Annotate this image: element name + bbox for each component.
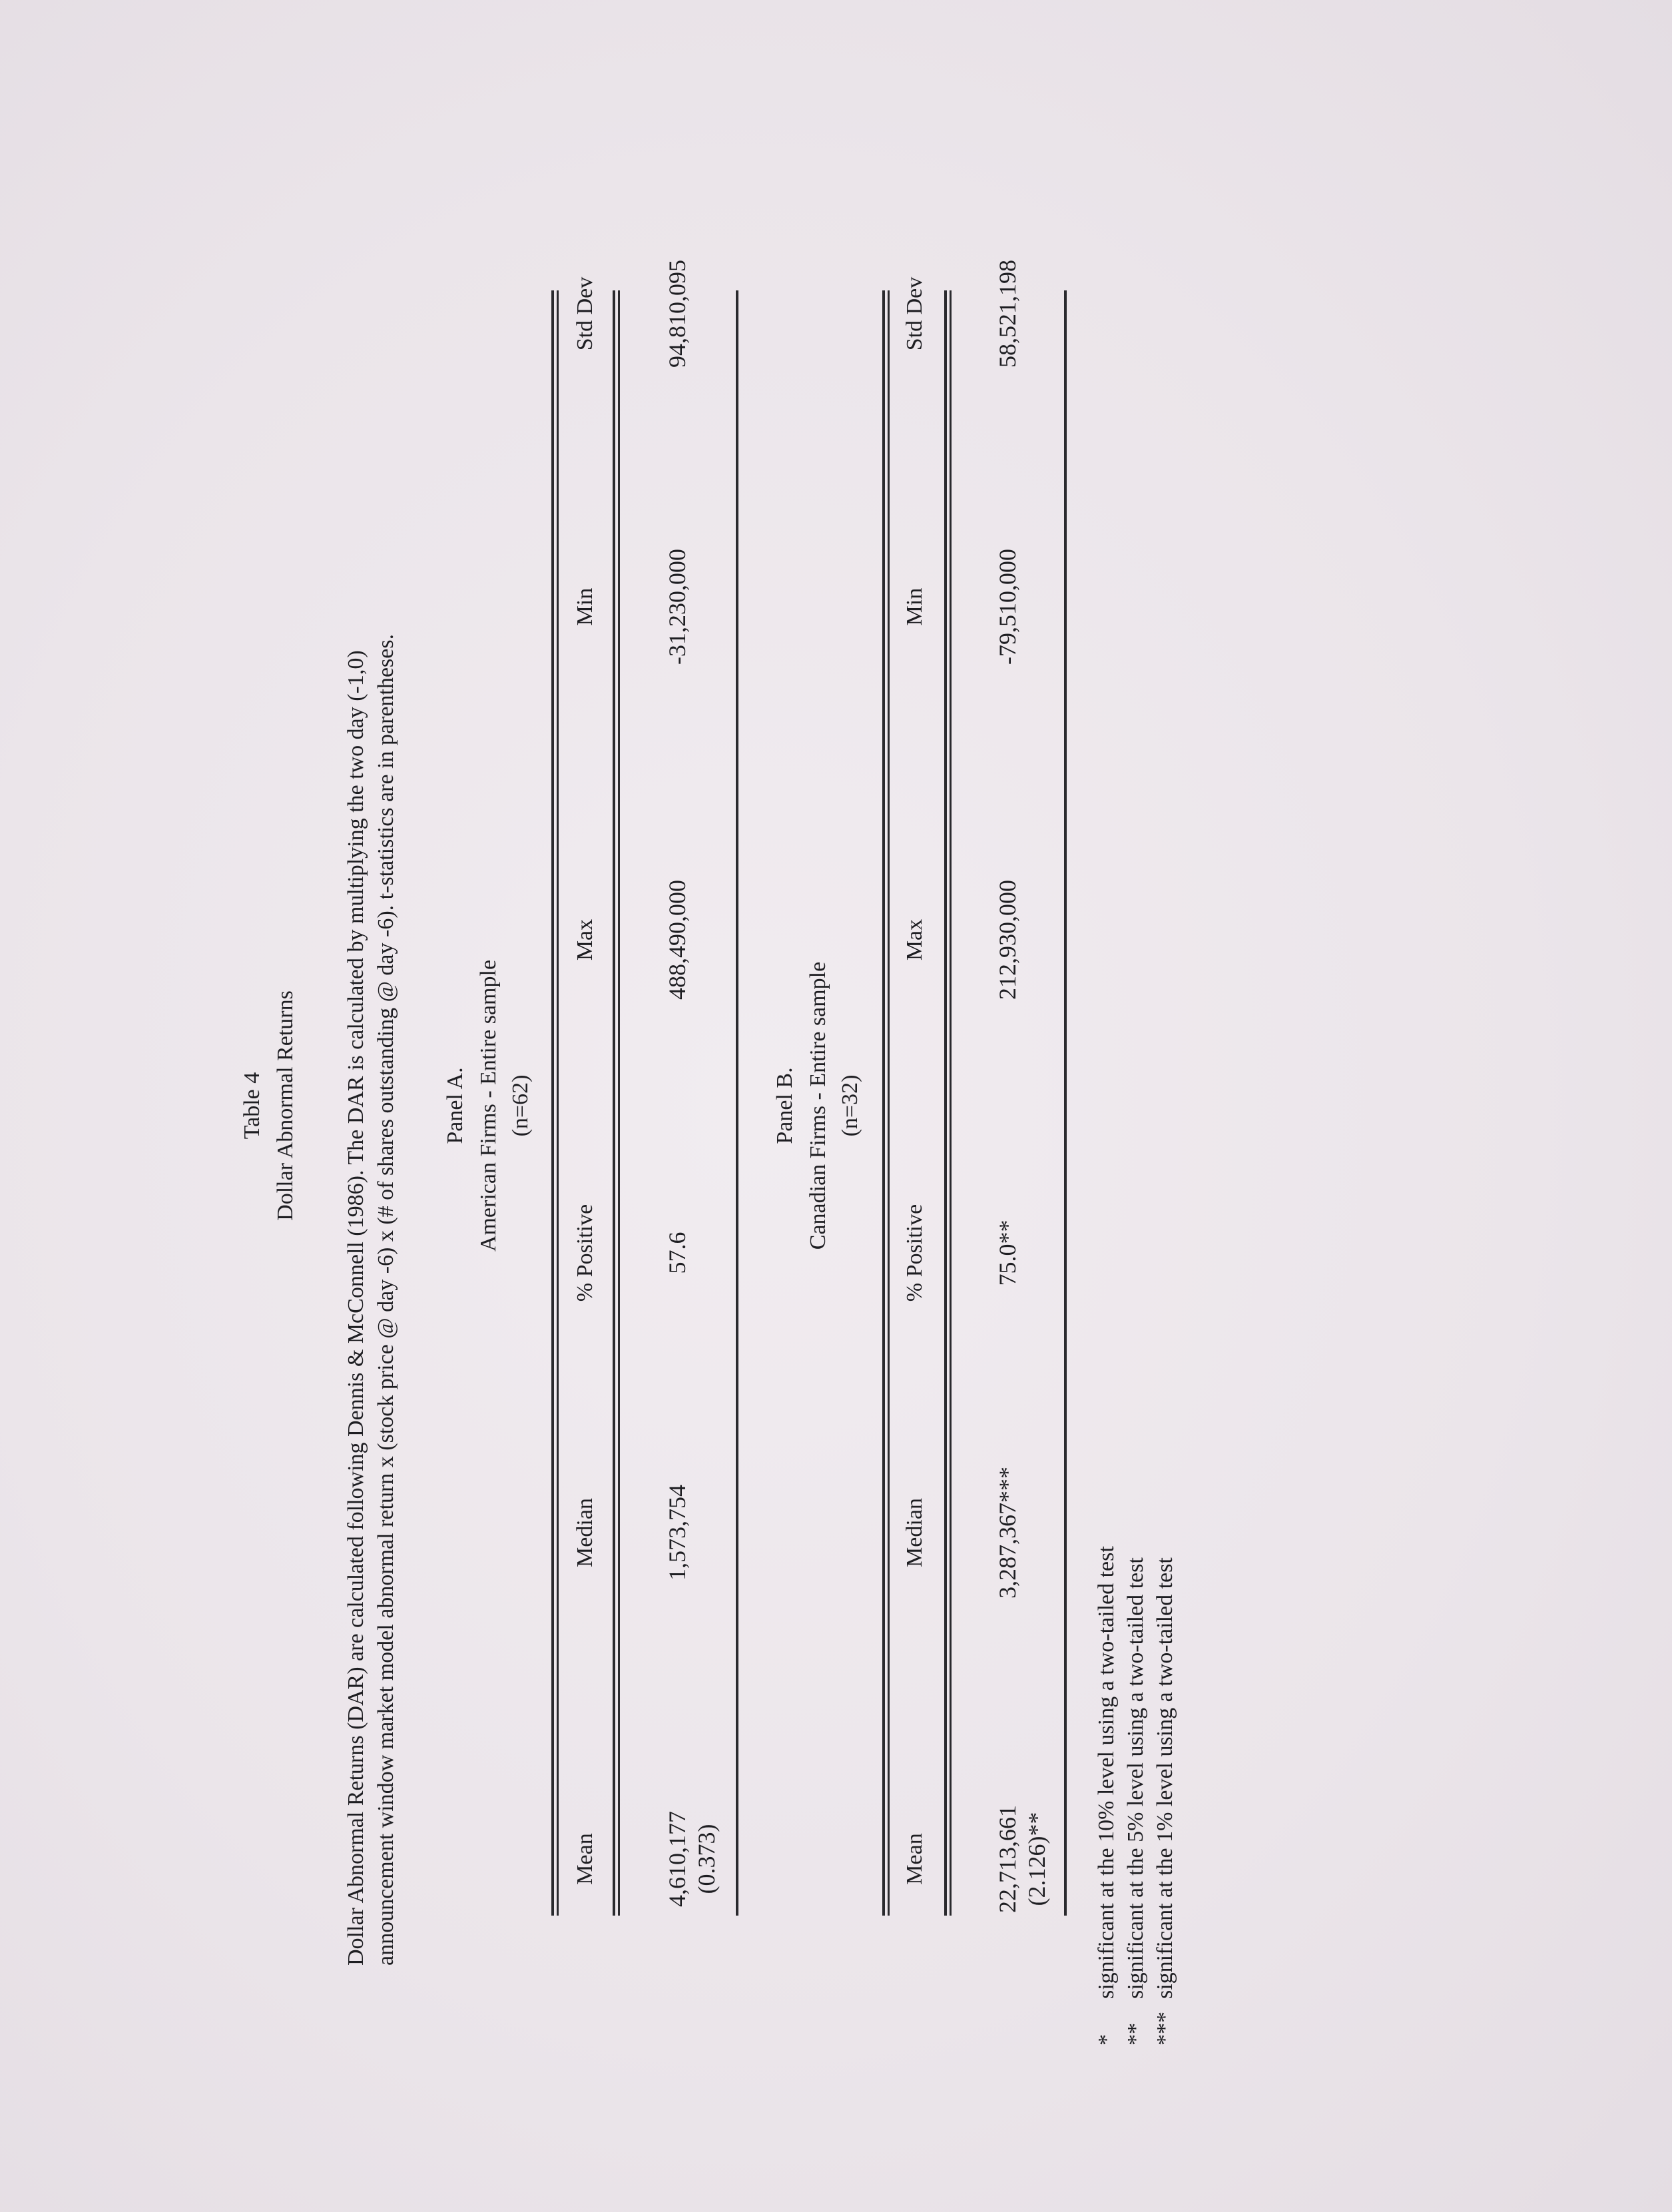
note-5pct — [1121, 1546, 1151, 2045]
panel-b-mean: 22,713,661 — [994, 1805, 1021, 1913]
panel-b-header-rule-2 — [950, 290, 952, 1916]
caption-line-1: Dollar Abnormal Returns (DAR) are calculated following Dennis & McConnell (1986). The DAR is calculated by multiplying the two day (-1,0) — [344, 650, 368, 1966]
panel-a-header-min: Min — [573, 587, 597, 626]
panel-b-header-max: Max — [902, 919, 927, 961]
note-symbol: *** — [1153, 2012, 1177, 2045]
panel-b-n: (n=32) — [838, 1074, 862, 1137]
panel-b-header-rule — [944, 290, 947, 1916]
note-symbol: * — [1094, 2034, 1119, 2045]
panel-a-header-rule — [613, 290, 615, 1916]
panel-b-mean-t: (2.126)** — [1023, 1812, 1050, 1906]
panel-a-header-median: Median — [573, 1498, 597, 1567]
table-title: Dollar Abnormal Returns — [273, 990, 298, 1221]
caption-line-2: announcement window market model abnormal return x (stock price @ day -6) x (# of shares outstanding @ day -6). t-statistics are in parentheses. — [374, 633, 398, 1966]
panel-a-header-std-dev: Std Dev — [573, 276, 597, 351]
panel-a-label: Panel A. — [443, 1067, 467, 1144]
panel-b-min: -79,510,000 — [994, 549, 1021, 665]
note-1pct — [1151, 1546, 1180, 2045]
panel-a-std-dev: 94,810,095 — [664, 260, 691, 368]
panel-a-header-pct-positive: % Positive — [573, 1204, 597, 1302]
panel-a-header-rule-2 — [618, 290, 620, 1916]
panel-a-pct-positive: 57.6 — [664, 1232, 691, 1274]
panel-a-max: 488,490,000 — [664, 880, 691, 1000]
panel-a-header-max: Max — [573, 919, 597, 961]
significance-notes — [1092, 1546, 1180, 2045]
note-text: significant at the 1% level using a two-tailed test — [1153, 1557, 1177, 1999]
panel-a-header-mean: Mean — [573, 1833, 597, 1885]
panel-a-bottom-rule — [736, 290, 738, 1916]
note-text: significant at the 10% level using a two-tailed test — [1094, 1546, 1119, 1999]
panel-b-bottom-rule — [1064, 290, 1067, 1916]
panel-b-header-pct-positive: % Positive — [902, 1204, 927, 1302]
panel-a-mean-t: (0.373) — [693, 1824, 720, 1894]
panel-a-median: 1,573,754 — [664, 1485, 691, 1581]
panel-b-max: 212,930,000 — [994, 880, 1021, 1000]
panel-b-top-rule-2 — [888, 290, 890, 1916]
note-text: significant at the 5% level using a two-tailed test — [1123, 1557, 1148, 1999]
panel-b-header-median: Median — [902, 1498, 927, 1567]
panel-a-top-rule-2 — [557, 290, 559, 1916]
panel-a-top-rule — [551, 290, 554, 1916]
panel-a-n: (n=62) — [508, 1074, 533, 1137]
panel-b-top-rule — [882, 290, 885, 1916]
panel-b-header-min: Min — [902, 587, 927, 626]
panel-b-header-mean: Mean — [902, 1833, 927, 1885]
panel-b-median: 3,287,367*** — [994, 1467, 1021, 1599]
panel-a-mean: 4,610,177 — [664, 1811, 691, 1907]
note-10pct — [1092, 1546, 1121, 2045]
note-symbol: ** — [1123, 2023, 1148, 2045]
panel-b-label: Panel B. — [772, 1067, 797, 1144]
table-number: Table 4 — [240, 1072, 264, 1140]
panel-b-header-std-dev: Std Dev — [902, 276, 927, 351]
panel-b-pct-positive: 75.0** — [994, 1220, 1021, 1286]
panel-a-min: -31,230,000 — [664, 549, 691, 665]
panel-a-subtitle: American Firms - Entire sample — [476, 959, 501, 1252]
panel-b-subtitle: Canadian Firms - Entire sample — [806, 961, 830, 1250]
panel-b-std-dev: 58,521,198 — [994, 260, 1021, 368]
